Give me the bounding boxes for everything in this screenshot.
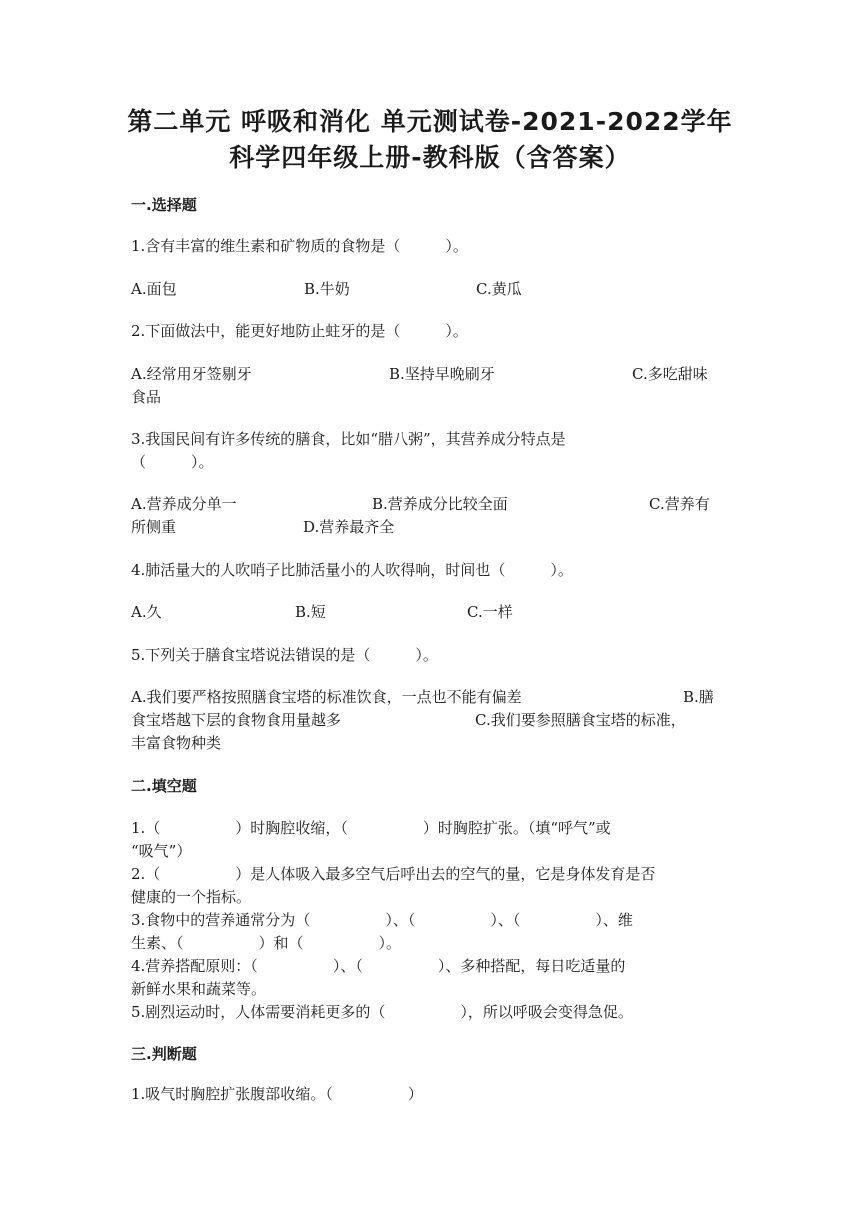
fill-line-2: “吸气”）: [131, 842, 192, 860]
fill-line-1: 1.（ ）时胸腔收缩，（ ）时胸腔扩张。（填“呼气”或: [131, 819, 611, 837]
choice-q1-option-a: A.面包: [131, 280, 177, 298]
choice-q5-option-c: C.我们要参照膳食宝塔的标准，: [475, 711, 686, 729]
choice-q3-option-c-continued: 所侧重: [131, 518, 177, 536]
choice-q5-option-c-continued: 丰富食物种类: [131, 734, 222, 752]
fill-line-9: 5.剧烈运动时，人体需要消耗更多的（ ），所以呼吸会变得急促。: [131, 1003, 633, 1021]
choice-q2-stem: 2.下面做法中，能更好地防止蛀牙的是（ ）。: [131, 322, 468, 340]
choice-q1-option-b: B.牛奶: [304, 280, 350, 298]
choice-q5-option-a: A.我们要严格按照膳食宝塔的标准饮食，一点也不能有偏差: [131, 688, 522, 706]
fill-line-5: 3.食物中的营养通常分为（ ）、（ ）、（ ）、维: [131, 911, 633, 929]
choice-q1-option-c: C.黄瓜: [476, 280, 522, 298]
choice-q3-option-b: B.营养成分比较全面: [372, 495, 508, 513]
choice-q2-option-c-continued: 食品: [131, 388, 162, 406]
choice-q4-option-b: B.短: [295, 603, 326, 621]
choice-q5-stem: 5.下列关于膳食宝塔说法错误的是（ ）。: [131, 646, 438, 664]
choice-q3-stem: 3.我国民间有许多传统的膳食，比如“腊八粥”，其营养成分特点是: [131, 430, 566, 448]
choice-q4-stem: 4.肺活量大的人吹哨子比肺活量小的人吹得响，时间也（ ）。: [131, 561, 573, 579]
fill-line-4: 健康的一个指标。: [131, 888, 252, 906]
choice-q5-option-b: B.膳: [683, 688, 714, 706]
choice-q2-option-a: A.经常用牙签剔牙: [131, 365, 252, 383]
exam-title-line1: 第二单元 呼吸和消化 单元测试卷-2021-2022学年: [127, 107, 733, 136]
choice-q3-stem-continued: （ ）。: [131, 453, 214, 471]
judge-q1: 1.吸气时胸腔扩张腹部收缩。（ ）: [131, 1085, 423, 1103]
choice-q3-option-c: C.营养有: [649, 495, 710, 513]
section-heading-fill: 二.填空题: [131, 777, 197, 795]
exam-title-line2: 科学四年级上册-教科版（含答案）: [229, 143, 631, 172]
section-heading-judge: 三.判断题: [131, 1045, 197, 1063]
choice-q1-stem: 1.含有丰富的维生素和矿物质的食物是（ ）。: [131, 237, 468, 255]
fill-line-8: 新鲜水果和蔬菜等。: [131, 980, 267, 998]
choice-q4-option-c: C.一样: [467, 603, 513, 621]
section-heading-choice: 一.选择题: [131, 196, 197, 214]
choice-q2-option-b: B.坚持早晚刷牙: [389, 365, 495, 383]
fill-line-3: 2.（ ）是人体吸入最多空气后呼出去的空气的量，它是身体发育是否: [131, 865, 656, 883]
choice-q2-option-c: C.多吃甜味: [632, 365, 708, 383]
fill-line-7: 4.营养搭配原则：（ ）、（ ）、多种搭配，每日吃适量的: [131, 957, 626, 975]
choice-q3-option-a: A.营养成分单一: [131, 495, 237, 513]
choice-q3-option-d: D.营养最齐全: [303, 518, 395, 536]
choice-q5-option-b-continued: 食宝塔越下层的食物食用量越多: [131, 711, 342, 729]
fill-line-6: 生素、（ ）和（ ）。: [131, 934, 402, 952]
choice-q4-option-a: A.久: [131, 603, 162, 621]
